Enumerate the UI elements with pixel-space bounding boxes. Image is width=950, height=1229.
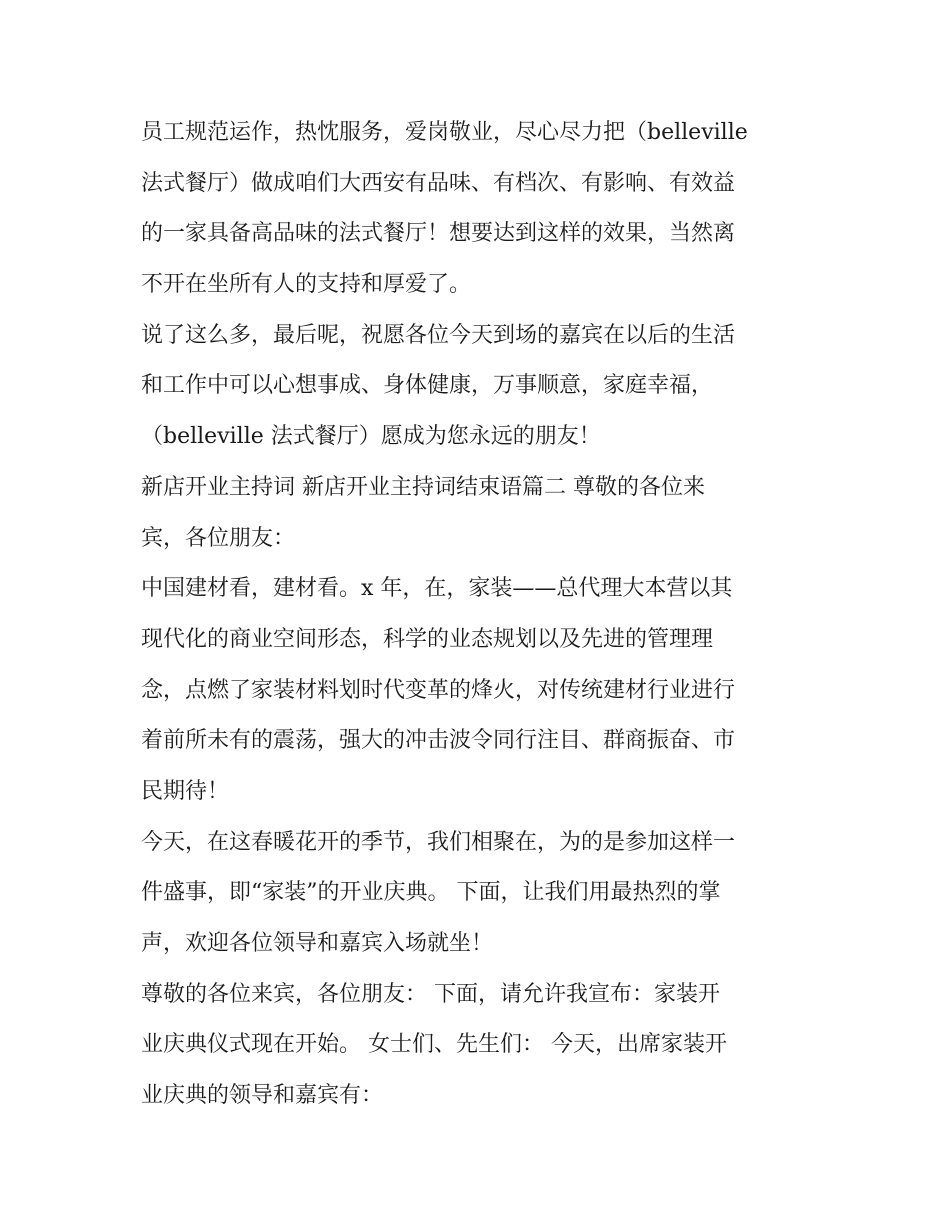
paragraph-6: [141, 970, 813, 1122]
text-line: 和工作中可以心想事成、身体健康，万事顺意，家庭幸福，: [141, 373, 714, 399]
text-line: 念，点燃了家装材料划时代变革的烽火，对传统建材行业进行: [141, 677, 736, 703]
paragraph-2: [141, 311, 813, 463]
text-line: 今天，在这春暖花开的季节，我们相聚在，为的是参加这样一: [141, 829, 736, 855]
paragraph-5: [141, 818, 813, 970]
paragraph-4: [141, 564, 813, 817]
paragraph-1: [141, 108, 813, 311]
text-line: 现代化的商业空间形态，科学的业态规划以及先进的管理理: [141, 626, 714, 652]
text-line: 不开在坐所有人的支持和厚爱了。: [141, 272, 472, 298]
text-line: 尊敬的各位来宾，各位朋友： 下面，请允许我宣布：家装开: [141, 981, 720, 1007]
text-line: 说了这么多，最后呢，祝愿各位今天到场的嘉宾在以后的生活: [141, 322, 736, 348]
text-line: 中国建材看，建材看。x 年，在，家装——总代理大本营以其: [141, 576, 733, 602]
text-line: 着前所未有的震荡，强大的冲击波令同行注目、群商振奋、市: [141, 728, 736, 754]
text-line: 声，欢迎各位领导和嘉宾入场就坐！: [141, 931, 494, 956]
paragraph-3: [141, 463, 813, 564]
text-line: 法式餐厅）做成咱们大西安有品味、有档次、有影响、有效益: [141, 170, 736, 196]
text-line: 件盛事，即“家装”的开业庆典。 下面，让我们用最热烈的掌: [141, 880, 721, 906]
text-line: （belleville 法式餐厅）愿成为您永远的朋友！: [141, 424, 601, 450]
text-line: 民期待！: [141, 778, 230, 804]
text-line: 业庆典的领导和嘉宾有：: [141, 1083, 384, 1109]
document-body: [141, 108, 813, 1122]
text-line: 新店开业主持词 新店开业主持词结束语篇二 尊敬的各位来: [141, 474, 705, 500]
text-line: 的一家具备高品味的法式餐厅！想要达到这样的效果，当然离: [141, 221, 736, 247]
text-line: 员工规范运作，热忱服务，爱岗敬业，尽心尽力把（belleville: [141, 120, 748, 145]
text-line: 宾，各位朋友：: [141, 525, 296, 551]
text-line: 业庆典仪式现在开始。 女士们、先生们： 今天，出席家装开: [141, 1032, 727, 1058]
